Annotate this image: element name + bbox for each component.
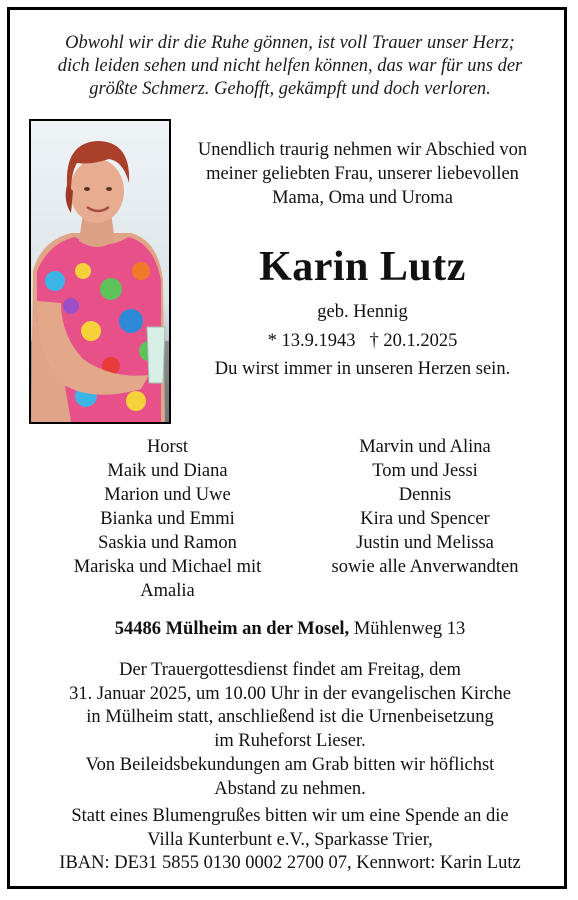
mourner-entry: Marvin und Alina — [359, 437, 491, 457]
intro-line: Mama, Oma und Uroma — [272, 188, 453, 208]
poem — [30, 32, 550, 101]
address-street: Mühlenweg 13 — [353, 619, 466, 639]
intro-line: meiner geliebten Frau, unserer liebevollen — [206, 164, 519, 184]
mourner-entry: Marion und Uwe — [104, 485, 231, 505]
service-line: Der Trauergottesdienst findet am Freitag, dem — [119, 660, 461, 680]
birth-name: geb. Hennig — [317, 302, 408, 322]
mourner-entry: Horst — [146, 437, 189, 457]
mourners-right-column — [300, 435, 550, 579]
family-address — [20, 618, 560, 640]
donation-line: Statt eines Blumengrußes bitten wir um eine Spende an die — [71, 806, 509, 826]
poem-line: Obwohl wir dir die Ruhe gönnen, ist voll Trauer unser Herz; — [65, 33, 515, 53]
portrait-photo-image — [31, 121, 169, 422]
farewell-intro — [175, 138, 550, 210]
condolence-line: Von Beileidsbekundungen am Grab bitten wir höflichst — [85, 755, 495, 775]
mourner-entry: Tom und Jessi — [372, 461, 478, 481]
donation-line: Villa Kunterbunt e.V., Sparkasse Trier, — [147, 829, 433, 850]
mourner-entry: Saskia und Ramon — [98, 533, 237, 553]
mourners-left-column — [50, 435, 285, 603]
mourner-entry: Maik und Diana — [107, 461, 228, 481]
birth-date: * 13.9.1943 — [267, 331, 356, 351]
service-line: 31. Januar 2025, um 10.00 Uhr in der evangelischen Kirche — [69, 683, 511, 704]
intro-line: Unendlich traurig nehmen wir Abschied von — [197, 140, 528, 160]
mourner-entry: Bianka und Emmi — [100, 509, 235, 529]
mourner-entry: sowie alle Anverwandten — [331, 557, 519, 577]
donation-line: IBAN: DE31 5855 0130 0002 2700 07, Kennwort: Karin Lutz — [59, 853, 521, 873]
mourner-entry: Dennis — [398, 485, 452, 505]
mourner-entry: Mariska und Michael mit — [73, 557, 262, 577]
condolence-note — [20, 754, 560, 801]
portrait-photo — [29, 119, 171, 424]
death-date: † 20.1.2025 — [369, 331, 458, 351]
poem-line: dich leiden sehen und nicht helfen können, das war für uns der — [57, 56, 523, 76]
mourner-entry: Justin und Melissa — [356, 533, 494, 553]
address-town: 54486 Mülheim an der Mosel, — [114, 619, 350, 639]
poem-line: größte Schmerz. Gehofft, gekämpft und doch verloren. — [89, 79, 491, 99]
memorial-motto: Du wirst immer in unseren Herzen sein. — [214, 359, 511, 379]
obituary-notice — [7, 7, 567, 889]
mourner-entry: Amalia — [140, 581, 195, 601]
donation-info — [20, 805, 560, 876]
mourner-entry: Kira und Spencer — [360, 509, 490, 529]
life-dates — [175, 330, 550, 352]
service-line: im Ruheforst Lieser. — [214, 730, 366, 751]
service-info — [20, 659, 560, 753]
deceased-name: Karin Lutz — [259, 244, 466, 290]
service-line: in Mülheim statt, anschließend ist die Urnenbeisetzung — [86, 707, 494, 727]
condolence-line: Abstand zu nehmen. — [214, 778, 366, 799]
